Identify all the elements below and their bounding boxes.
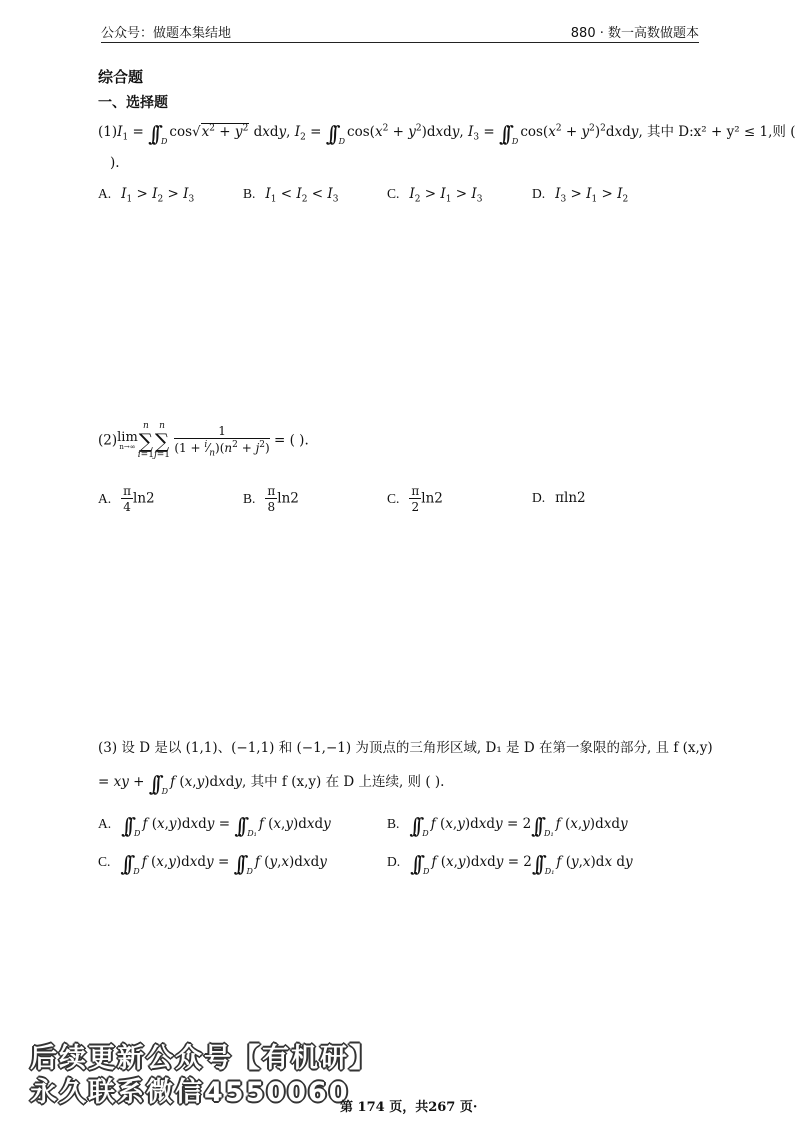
q1-option-b: B. $I_1 < I_2 < I_3$ [243,186,339,205]
q3-option-d: D. ∫∫ $_D$f (x,y)dxdy = 2∫∫ $_{D_1}$f (y,x)dx dy [387,852,633,876]
section-title: 综合题 [98,68,144,86]
q3-option-c: C. ∫∫ $_D$f (x,y)dxdy = ∫∫ $_D$f (y,x)dxdy [98,852,327,876]
q2-option-a: A. $\frac{\pi}{4}$ ln2 [98,484,155,514]
q2-option-c: C. $\frac{\pi}{2}$ ln2 [387,484,443,514]
q2-option-d: D. πln2 [532,490,586,506]
q3-line2-tail: , 其中 f (x,y) 在 D 上连续, 则 ( ). [242,774,445,790]
q1-number: (1) [98,124,118,140]
q2-option-b: B. $\frac{\pi}{8}$ ln2 [243,484,299,514]
q3-line1: (3) 设 D 是以 (1,1)、(−1,1) 和 (−1,−1) 为顶点的三角形区域, D₁ 是 D 在第一象限的部分, 且 f (x,y) [98,740,713,756]
q1-tail: , 其中 D:x² + y² ≤ 1,则 ( [638,124,796,140]
q2-stem: (2) lim n→∞ n ∑ i=1 n ∑ j=1 $\frac{1}{(1 + ^i⁄_n)(n^2 + j^2)}$ = ( ). [98,421,309,460]
page-footer: 第 174 页，共267 页· [340,1100,478,1115]
q1-option-a: A. $I_1 > I_2 > I_3$ [98,186,195,205]
watermark-line-1: 后续更新公众号【有机研】 [30,1043,378,1074]
q1-tail2: ). [110,155,120,171]
q3-line2: = xy + ∫∫ $_D$f (x,y)dxdy, 其中 f (x,y) 在 D 上连续, 则 ( ). [98,772,445,796]
header-left: 公众号：做题本集结地 [101,26,232,41]
subsection-title: 一、选择题 [98,95,168,111]
q3-option-a: A. ∫∫ $_D$f (x,y)dxdy = ∫∫ $_{D_1}$f (x,y)dxdy [98,814,331,838]
header-right: 880 · 数一高数做题本 [570,26,699,41]
watermark-line-2: 永久联系微信4550060 [30,1077,350,1108]
q1-option-d: D. $I_3 > I_1 > I_2$ [532,186,629,205]
q2-number: (2) [98,432,118,449]
q3-option-b: B. ∫∫ $_D$f (x,y)dxdy = 2∫∫ $_{D_1}$f (x,y)dxdy [387,814,628,838]
q1-stem: $(1)I_1$ = ∫∫ $_D\cos√x^2 + y^2$ dxdy, $I_2$ = ∫∫ $_D\cos(x^2$ + $y^2)dxdy$, $I_3$ = ∫∫ $_D\cos(x^2$ + $y^2)^2dxdy$, 其中 D:x² + y² ≤ 1,则 ( [98,122,796,146]
page-header [101,22,699,43]
q1-option-c: C. $I_2 > I_1 > I_3$ [387,186,483,205]
q2-tail: = ( ). [274,432,309,449]
